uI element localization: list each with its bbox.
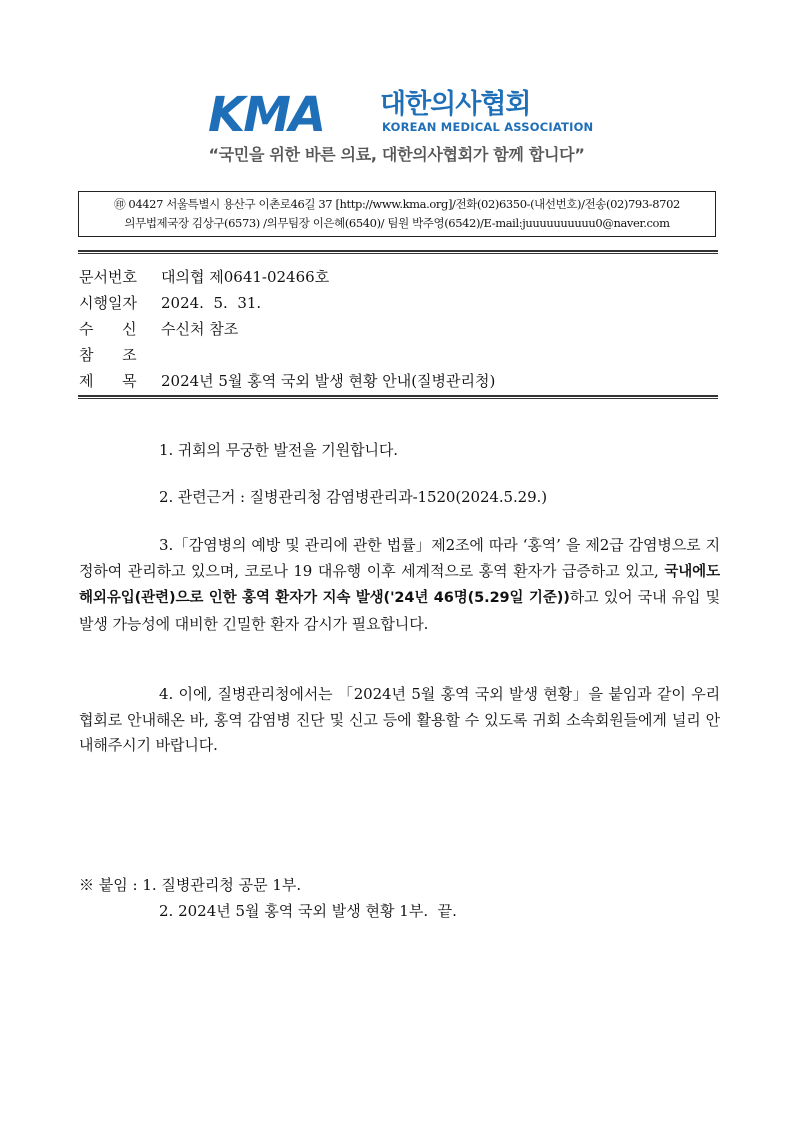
org-name-korean: 대한의사협회 xyxy=(380,89,531,120)
subject-label: 제 목 xyxy=(79,372,137,390)
document-meta xyxy=(79,264,495,394)
subject-row xyxy=(79,368,495,394)
subject-value: 2024년 5월 홍역 국외 발생 현황 안내(질병관리청) xyxy=(161,372,496,390)
logo-mark: KMA xyxy=(208,87,325,143)
address-line-2: 의무법제국장 김상구(6573) /의무팀장 이은혜(6540)/ 팀원 박주영(6542)/E-mail:juuuuuuuuuu0@naver.com xyxy=(124,216,670,230)
paragraph-2-text: 2. 관련근거 : 질병관리청 감염병관리과-1520(2024.5.29.) xyxy=(159,488,547,506)
paragraph-1 xyxy=(79,438,720,464)
address-line-1: ㊞ 04427 서울특별시 용산구 이촌로46길 37 [http://www.kma.org]/전화(02)6350-(내선번호)/전송(02)793-8702 xyxy=(114,197,680,211)
date-value: 2024. 5. 31. xyxy=(161,294,262,312)
paragraph-3 xyxy=(79,533,720,637)
date-label: 시행일자 xyxy=(79,294,137,312)
paragraph-1-text: 1. 귀회의 무궁한 발전을 기원합니다. xyxy=(159,441,398,459)
doc-number-label: 문서번호 xyxy=(79,268,137,286)
doc-number-row xyxy=(79,264,495,290)
paragraph-2 xyxy=(79,485,720,511)
paragraph-3-text-end: 하고 있어 국내 유입 및 발생 가능성에 대비한 긴밀한 환자 감시가 필요합니다. xyxy=(79,588,720,633)
attachment-label: ※ 붙임 : xyxy=(79,876,143,894)
attachment-row-2 xyxy=(79,898,457,924)
reference-label: 참 조 xyxy=(79,346,137,364)
divider-bottom xyxy=(78,395,718,399)
divider-top xyxy=(78,250,718,254)
slogan: “국민을 위한 바른 의료, 대한의사협회가 함께 합니다” xyxy=(208,145,585,164)
paragraph-4-text: 4. 이에, 질병관리청에서는 「2024년 5월 홍역 국외 발생 현황」을 붙임과 같이 우리협회로 안내해온 바, 홍역 감염병 진단 및 신고 등에 활용할 수 있도록 귀회 소속회원들에게 널리 안내해주시기 바랍니다. xyxy=(79,685,720,754)
paragraph-4 xyxy=(79,682,720,759)
recipient-row xyxy=(79,316,495,342)
attachments xyxy=(79,872,457,924)
kma-logo xyxy=(208,87,594,143)
paragraph-3-text-start: 3.「감염병의 예방 및 관리에 관한 법률」제2조에 따라 ‘홍역’ 을 제2급 감염병으로 지정하여 관리하고 있으며, 코로나 19 대유행 이후 세계적으로 홍역 환자가 급증하고 있고, xyxy=(79,536,720,580)
date-row xyxy=(79,290,495,316)
attachment-item-2: 2. 2024년 5월 홍역 국외 발생 현황 1부. 끝. xyxy=(159,902,457,920)
recipient-value: 수신처 참조 xyxy=(161,320,239,338)
recipient-label: 수 신 xyxy=(79,320,137,338)
attachment-item-1: 1. 질병관리청 공문 1부. xyxy=(142,876,302,894)
attachment-row-1 xyxy=(79,872,457,898)
address-box xyxy=(78,191,716,237)
org-name-english: KOREAN MEDICAL ASSOCIATION xyxy=(382,120,594,134)
reference-row xyxy=(79,342,495,368)
doc-number-value: 대의협 제0641-02466호 xyxy=(161,268,330,286)
paragraph-3-emphasis: 국내에도 해외유입(관련)으로 인한 홍역 환자가 지속 발생('24년 46명(5.29일 기준)) xyxy=(79,563,720,606)
